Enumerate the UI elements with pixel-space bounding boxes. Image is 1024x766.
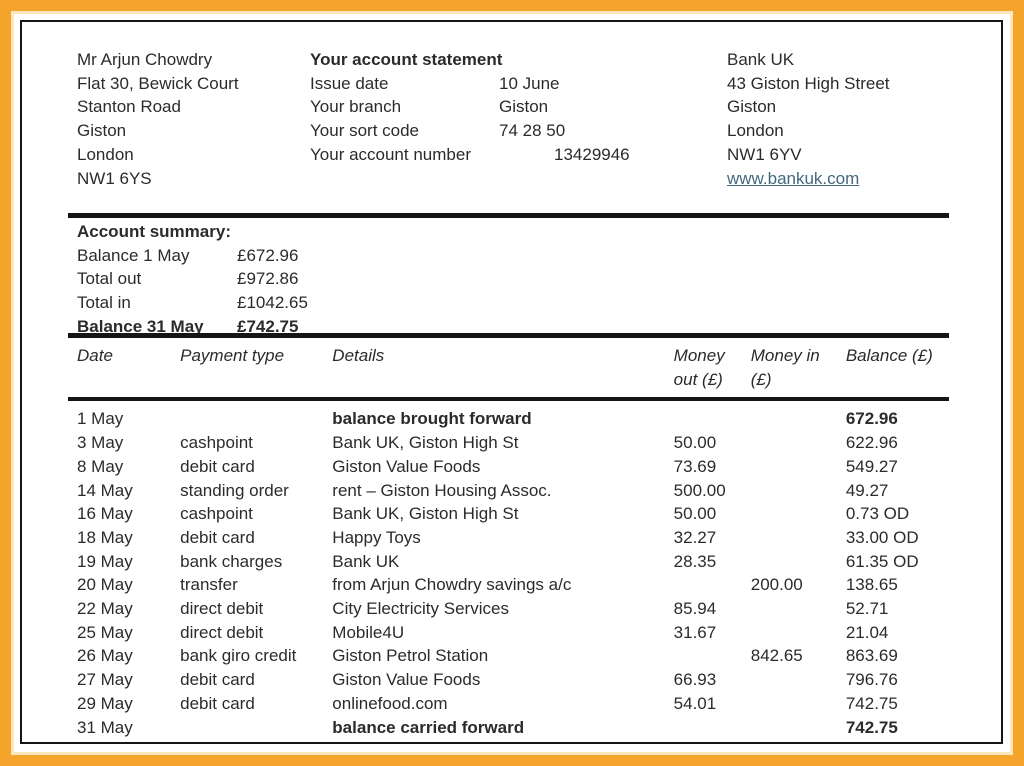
transaction-row <box>68 597 949 621</box>
header-money-in: Money in (£) <box>751 336 846 400</box>
customer-address-line: Stanton Road <box>77 97 181 117</box>
statement-field-value: Giston <box>499 97 549 117</box>
cell-balance: 52.71 <box>845 599 889 619</box>
cell-details: onlinefood.com <box>332 693 448 713</box>
cell-date: 22 May <box>77 599 133 619</box>
statement-field-label: Your account number <box>310 144 471 164</box>
cell-balance: 742.75 <box>845 693 898 713</box>
cell-money-in <box>751 455 846 479</box>
summary-top-rule <box>68 213 949 218</box>
summary-row <box>77 267 308 291</box>
cell-money-in: 200.00 <box>750 575 803 595</box>
cell-money-out: 28.35 <box>673 551 717 571</box>
cell-payment-type: transfer <box>180 575 238 595</box>
cell-details: Bank UK, Giston High St <box>332 504 519 524</box>
cell-balance: 138.65 <box>845 575 898 595</box>
cell-payment-type: debit card <box>180 456 255 476</box>
cell-money-out <box>674 573 751 597</box>
cell-money-out: 85.94 <box>673 599 717 619</box>
header-payment-type: Payment type <box>180 336 332 400</box>
statement-field-value: 10 June <box>499 73 560 93</box>
transactions-header-row <box>68 336 949 400</box>
cell-money-out: 50.00 <box>673 504 717 524</box>
cell-balance: 33.00 OD <box>845 527 919 547</box>
cell-money-out: 500.00 <box>673 480 726 500</box>
transaction-row <box>68 526 949 550</box>
cell-details: Bank UK, Giston High St <box>332 433 519 453</box>
header-details: Details <box>332 336 673 400</box>
cell-payment-type <box>180 716 332 740</box>
cell-money-in <box>751 479 846 503</box>
transaction-row <box>68 644 949 668</box>
transaction-row <box>68 455 949 479</box>
transaction-row <box>68 668 949 692</box>
cell-date: 3 May <box>77 433 124 453</box>
summary-row-value: £742.75 <box>237 316 299 336</box>
cell-date: 20 May <box>77 575 133 595</box>
cell-money-out: 54.01 <box>673 693 717 713</box>
statement-field <box>310 72 630 96</box>
summary-row-label: Balance 1 May <box>77 245 190 265</box>
cell-money-out <box>674 716 751 740</box>
statement-field-value: 13429946 <box>554 144 630 164</box>
cell-money-out: 50.00 <box>673 433 717 453</box>
bank-address-line: NW1 6YV <box>727 144 802 164</box>
cell-details: from Arjun Chowdry savings a/c <box>332 575 572 595</box>
bank-address-line: Bank UK <box>727 50 795 69</box>
cell-money-in <box>751 431 846 455</box>
cell-details: Bank UK <box>332 551 400 571</box>
summary-row-value: £672.96 <box>237 245 299 265</box>
bank-address <box>727 48 890 190</box>
cell-money-in <box>751 597 846 621</box>
cell-payment-type: direct debit <box>180 622 264 642</box>
statement-field <box>310 95 630 119</box>
header-date: Date <box>68 336 180 400</box>
customer-address-line: Mr Arjun Chowdry <box>77 50 213 69</box>
cell-balance: 0.73 OD <box>845 504 910 524</box>
cell-money-out <box>674 644 751 668</box>
cell-details: rent – Giston Housing Assoc. <box>332 480 552 500</box>
cell-balance: 549.27 <box>845 456 898 476</box>
cell-date: 27 May <box>77 670 133 690</box>
transaction-row <box>68 431 949 455</box>
cell-details: balance carried forward <box>332 717 525 737</box>
account-summary-title: Account summary: <box>77 222 231 241</box>
statement-field-label: Your branch <box>310 97 402 117</box>
transaction-row <box>68 502 949 526</box>
cell-money-out: 73.69 <box>673 456 717 476</box>
cell-date: 25 May <box>77 622 133 642</box>
statement-document <box>20 20 1003 744</box>
customer-address-line: NW1 6YS <box>77 168 152 188</box>
cell-payment-type <box>180 399 332 431</box>
cell-balance: 742.75 <box>845 717 898 737</box>
cell-money-in <box>751 526 846 550</box>
statement-field <box>310 143 630 167</box>
transaction-row <box>68 716 949 740</box>
statement-title: Your account statement <box>310 50 503 69</box>
cell-balance: 21.04 <box>845 622 889 642</box>
cell-payment-type: debit card <box>180 693 255 713</box>
customer-address-line: Giston <box>77 121 127 141</box>
cell-money-out: 31.67 <box>673 622 717 642</box>
cell-details: balance brought forward <box>332 409 532 429</box>
bank-address-line: Giston <box>727 97 777 117</box>
transaction-row <box>68 621 949 645</box>
statement-field-value: 74 28 50 <box>499 121 566 141</box>
cell-balance: 672.96 <box>845 409 898 429</box>
summary-row <box>77 244 308 268</box>
cell-date: 18 May <box>77 527 133 547</box>
cell-money-in <box>751 668 846 692</box>
cell-details: City Electricity Services <box>332 599 509 619</box>
cell-date: 8 May <box>77 456 124 476</box>
bank-address-line: London <box>727 121 784 141</box>
cell-payment-type: cashpoint <box>180 504 253 524</box>
cell-money-in <box>751 502 846 526</box>
summary-row-label: Balance 31 May <box>77 316 204 336</box>
statement-meta <box>310 48 630 167</box>
cell-details: Mobile4U <box>332 622 405 642</box>
cell-payment-type: bank giro credit <box>180 646 297 666</box>
cell-details: Happy Toys <box>332 527 421 547</box>
cell-money-out <box>674 399 751 431</box>
transaction-row <box>68 692 949 716</box>
cell-date: 29 May <box>77 693 133 713</box>
cell-date: 31 May <box>77 717 133 737</box>
summary-row-label: Total out <box>77 269 142 289</box>
customer-address-line: London <box>77 144 134 164</box>
cell-date: 26 May <box>77 646 133 666</box>
header-balance: Balance (£) <box>846 336 949 400</box>
cell-money-out: 66.93 <box>673 670 717 690</box>
summary-row-label: Total in <box>77 293 131 313</box>
cell-details: Giston Value Foods <box>332 456 481 476</box>
cell-balance: 61.35 OD <box>845 551 919 571</box>
cell-date: 14 May <box>77 480 133 500</box>
header-money-out: Money out (£) <box>674 336 751 400</box>
statement-field-label: Issue date <box>310 73 389 93</box>
cell-money-in <box>751 399 846 431</box>
cell-payment-type: bank charges <box>180 551 283 571</box>
summary-row-value: £1042.65 <box>237 293 308 313</box>
cell-payment-type: direct debit <box>180 599 264 619</box>
transaction-row <box>68 550 949 574</box>
cell-date: 16 May <box>77 504 133 524</box>
transactions-body <box>68 399 949 739</box>
customer-address <box>77 48 239 190</box>
cell-details: Giston Value Foods <box>332 670 481 690</box>
transaction-row <box>68 573 949 597</box>
cell-details: Giston Petrol Station <box>332 646 489 666</box>
cell-money-in <box>751 716 846 740</box>
cell-balance: 796.76 <box>845 670 898 690</box>
account-summary <box>77 220 308 339</box>
transactions-table <box>68 333 949 739</box>
cell-balance: 622.96 <box>845 433 898 453</box>
cell-payment-type: debit card <box>180 527 255 547</box>
cell-money-in <box>751 692 846 716</box>
cell-money-in <box>751 621 846 645</box>
cell-payment-type: cashpoint <box>180 433 253 453</box>
cell-balance: 49.27 <box>845 480 889 500</box>
transaction-row <box>68 399 949 431</box>
summary-row <box>77 291 308 315</box>
cell-payment-type: debit card <box>180 670 255 690</box>
cell-date: 1 May <box>77 409 124 429</box>
cell-payment-type: standing order <box>180 480 289 500</box>
cell-date: 19 May <box>77 551 133 571</box>
bank-website-link[interactable]: www.bankuk.com <box>727 168 860 188</box>
summary-row-value: £972.86 <box>237 269 299 289</box>
statement-field <box>310 119 630 143</box>
transaction-row <box>68 479 949 503</box>
cell-money-in: 842.65 <box>750 646 803 666</box>
cell-balance: 863.69 <box>845 646 898 666</box>
bank-address-line: 43 Giston High Street <box>727 73 890 93</box>
statement-field-label: Your sort code <box>310 121 419 141</box>
customer-address-line: Flat 30, Bewick Court <box>77 73 239 93</box>
cell-money-in <box>751 550 846 574</box>
cell-money-out: 32.27 <box>673 527 717 547</box>
